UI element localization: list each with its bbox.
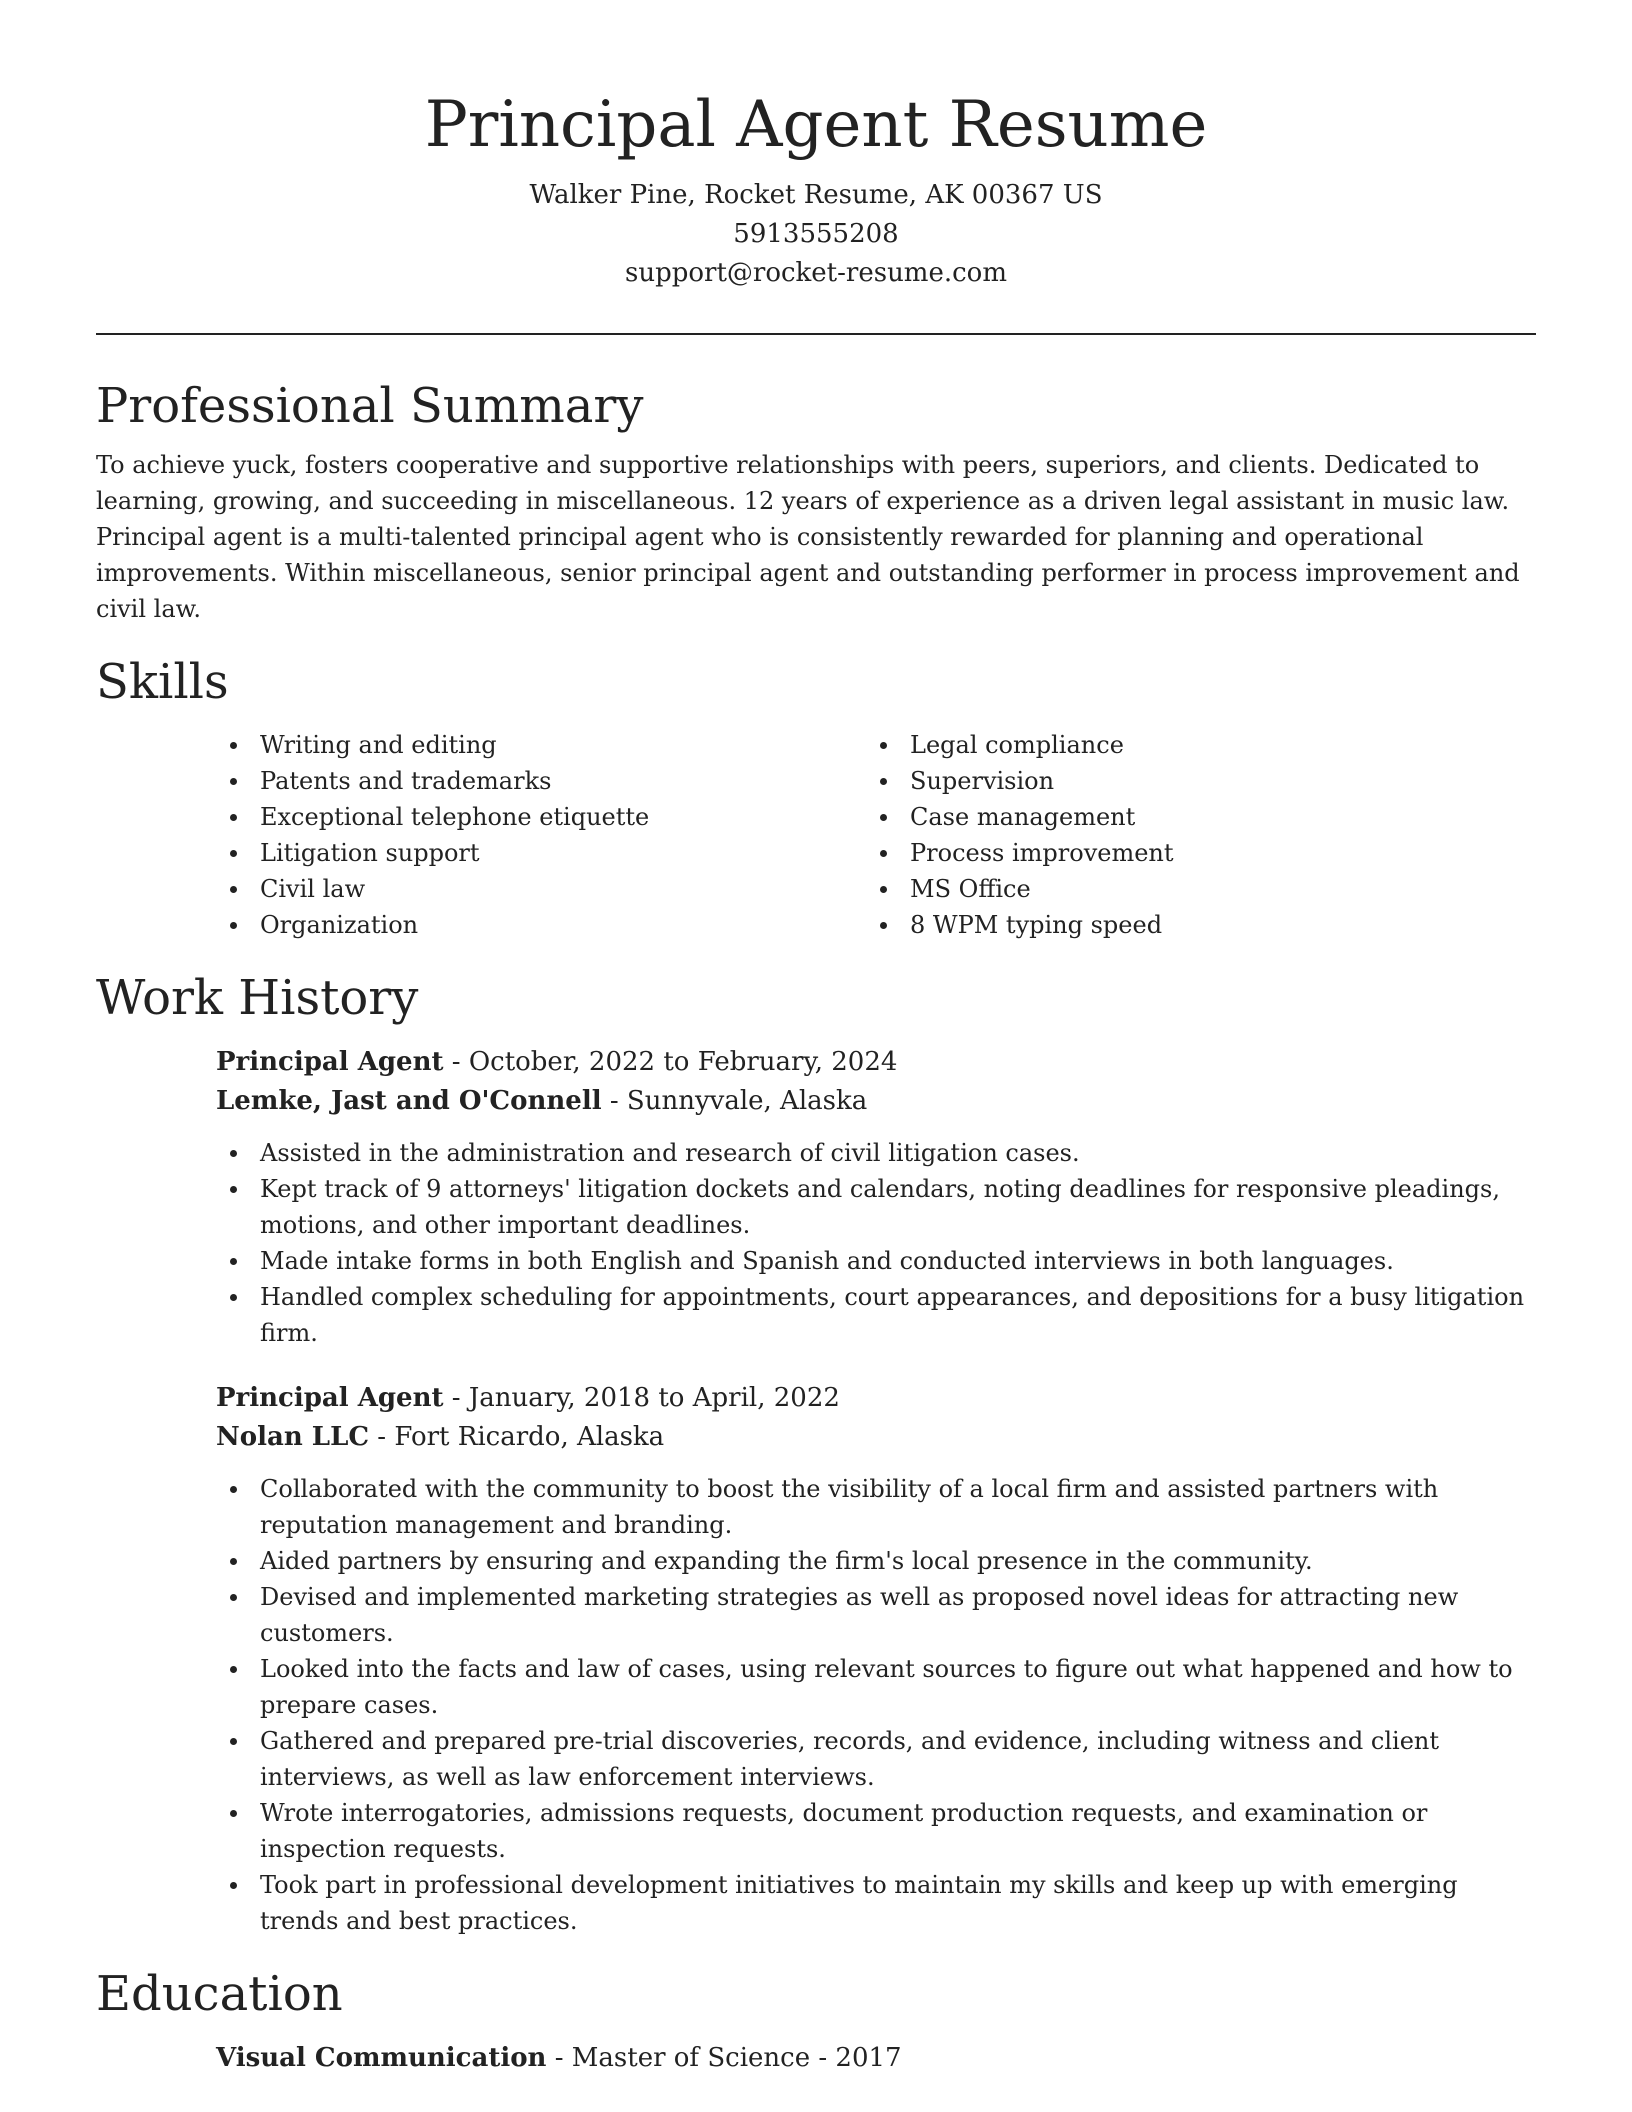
job-role: Principal Agent bbox=[216, 1383, 444, 1413]
job-entry bbox=[216, 1379, 1536, 1939]
skill-item: Litigation support bbox=[216, 835, 866, 871]
job-title-line bbox=[216, 1379, 1536, 1418]
summary-title: Professional Summary bbox=[96, 378, 644, 434]
job-location: - Sunnyvale, Alaska bbox=[601, 1086, 868, 1116]
skill-item: Patents and trademarks bbox=[216, 763, 866, 799]
skills-section bbox=[96, 651, 1536, 943]
job-bullet: Gathered and prepared pre-trial discoveries, records, and evidence, including witness and client interviews, as well as law enforcement interviews. bbox=[216, 1723, 1536, 1795]
job-bullet: Handled complex scheduling for appointments, court appearances, and depositions for a busy litigation firm. bbox=[216, 1279, 1536, 1351]
job-bullets bbox=[216, 1471, 1536, 1939]
job-bullet: Wrote interrogatories, admissions requests, document production requests, and examination or inspection requests. bbox=[216, 1795, 1536, 1867]
job-bullet: Made intake forms in both English and Spanish and conducted interviews in both languages. bbox=[216, 1243, 1536, 1279]
contact-email: support@rocket-resume.com bbox=[624, 258, 1007, 288]
education-entry bbox=[216, 2039, 1536, 2078]
job-bullet: Took part in professional development initiatives to maintain my skills and keep up with emerging trends and best practices. bbox=[216, 1867, 1536, 1939]
education-title: Education bbox=[96, 1966, 343, 2022]
job-company: Lemke, Jast and O'Connell bbox=[216, 1086, 602, 1116]
resume-header bbox=[96, 0, 1536, 293]
job-role: Principal Agent bbox=[216, 1047, 444, 1077]
job-bullets bbox=[216, 1135, 1536, 1351]
skill-item: Case management bbox=[866, 799, 1516, 835]
job-bullet: Assisted in the administration and research of civil litigation cases. bbox=[216, 1135, 1536, 1171]
education-field: Visual Communication bbox=[216, 2043, 547, 2073]
job-bullet: Aided partners by ensuring and expanding the firm's local presence in the community. bbox=[216, 1543, 1536, 1579]
skills-list-right bbox=[866, 727, 1516, 943]
skill-item: MS Office bbox=[866, 871, 1516, 907]
skill-item: Writing and editing bbox=[216, 727, 866, 763]
job-entry bbox=[216, 1043, 1536, 1351]
skill-item: Organization bbox=[216, 907, 866, 943]
job-bullet: Looked into the facts and law of cases, using relevant sources to figure out what happened and how to prepare cases. bbox=[216, 1651, 1536, 1723]
education-section bbox=[96, 1963, 1536, 2078]
job-company-line bbox=[216, 1082, 1536, 1121]
skills-grid bbox=[216, 727, 1536, 943]
summary-text: To achieve yuck, fosters cooperative and supportive relationships with peers, superiors, and clients. Dedicated to learning, growing, and succeeding in miscellaneous. 12 years of experience as a driven legal assistant in music law. Principal agent is a multi-talented principal agent who is consistently rewarded for planning and operational improvements. Within miscellaneous, senior principal agent and outstanding performer in process improvement and civil law. bbox=[96, 451, 1520, 623]
job-dates: - January, 2018 to April, 2022 bbox=[443, 1383, 840, 1413]
skill-item: Legal compliance bbox=[866, 727, 1516, 763]
job-bullet: Collaborated with the community to boost the visibility of a local firm and assisted partners with reputation management and branding. bbox=[216, 1471, 1536, 1543]
work-title: Work History bbox=[96, 970, 419, 1026]
summary-section bbox=[96, 375, 1536, 627]
skills-list-left bbox=[216, 727, 866, 943]
header-divider bbox=[96, 333, 1536, 335]
education-degree: - Master of Science - 2017 bbox=[546, 2043, 902, 2073]
skill-item: Process improvement bbox=[866, 835, 1516, 871]
skill-item: 8 WPM typing speed bbox=[866, 907, 1516, 943]
contact-address: Walker Pine, Rocket Resume, AK 00367 US bbox=[529, 180, 1103, 210]
resume-page bbox=[96, 0, 1536, 2078]
contact-block bbox=[96, 176, 1536, 293]
job-location: - Fort Ricardo, Alaska bbox=[369, 1422, 665, 1452]
skill-item: Supervision bbox=[866, 763, 1516, 799]
job-company: Nolan LLC bbox=[216, 1422, 370, 1452]
resume-name: Principal Agent Resume bbox=[424, 88, 1208, 162]
job-bullet: Kept track of 9 attorneys' litigation dockets and calendars, noting deadlines for responsive pleadings, motions, and other important deadlines. bbox=[216, 1171, 1536, 1243]
contact-phone: 5913555208 bbox=[733, 219, 899, 249]
skill-item: Civil law bbox=[216, 871, 866, 907]
job-dates: - October, 2022 to February, 2024 bbox=[443, 1047, 898, 1077]
skill-item: Exceptional telephone etiquette bbox=[216, 799, 866, 835]
job-title-line bbox=[216, 1043, 1536, 1082]
skills-title: Skills bbox=[96, 654, 229, 710]
job-company-line bbox=[216, 1418, 1536, 1457]
work-section bbox=[96, 967, 1536, 1939]
job-bullet: Devised and implemented marketing strategies as well as proposed novel ideas for attracting new customers. bbox=[216, 1579, 1536, 1651]
